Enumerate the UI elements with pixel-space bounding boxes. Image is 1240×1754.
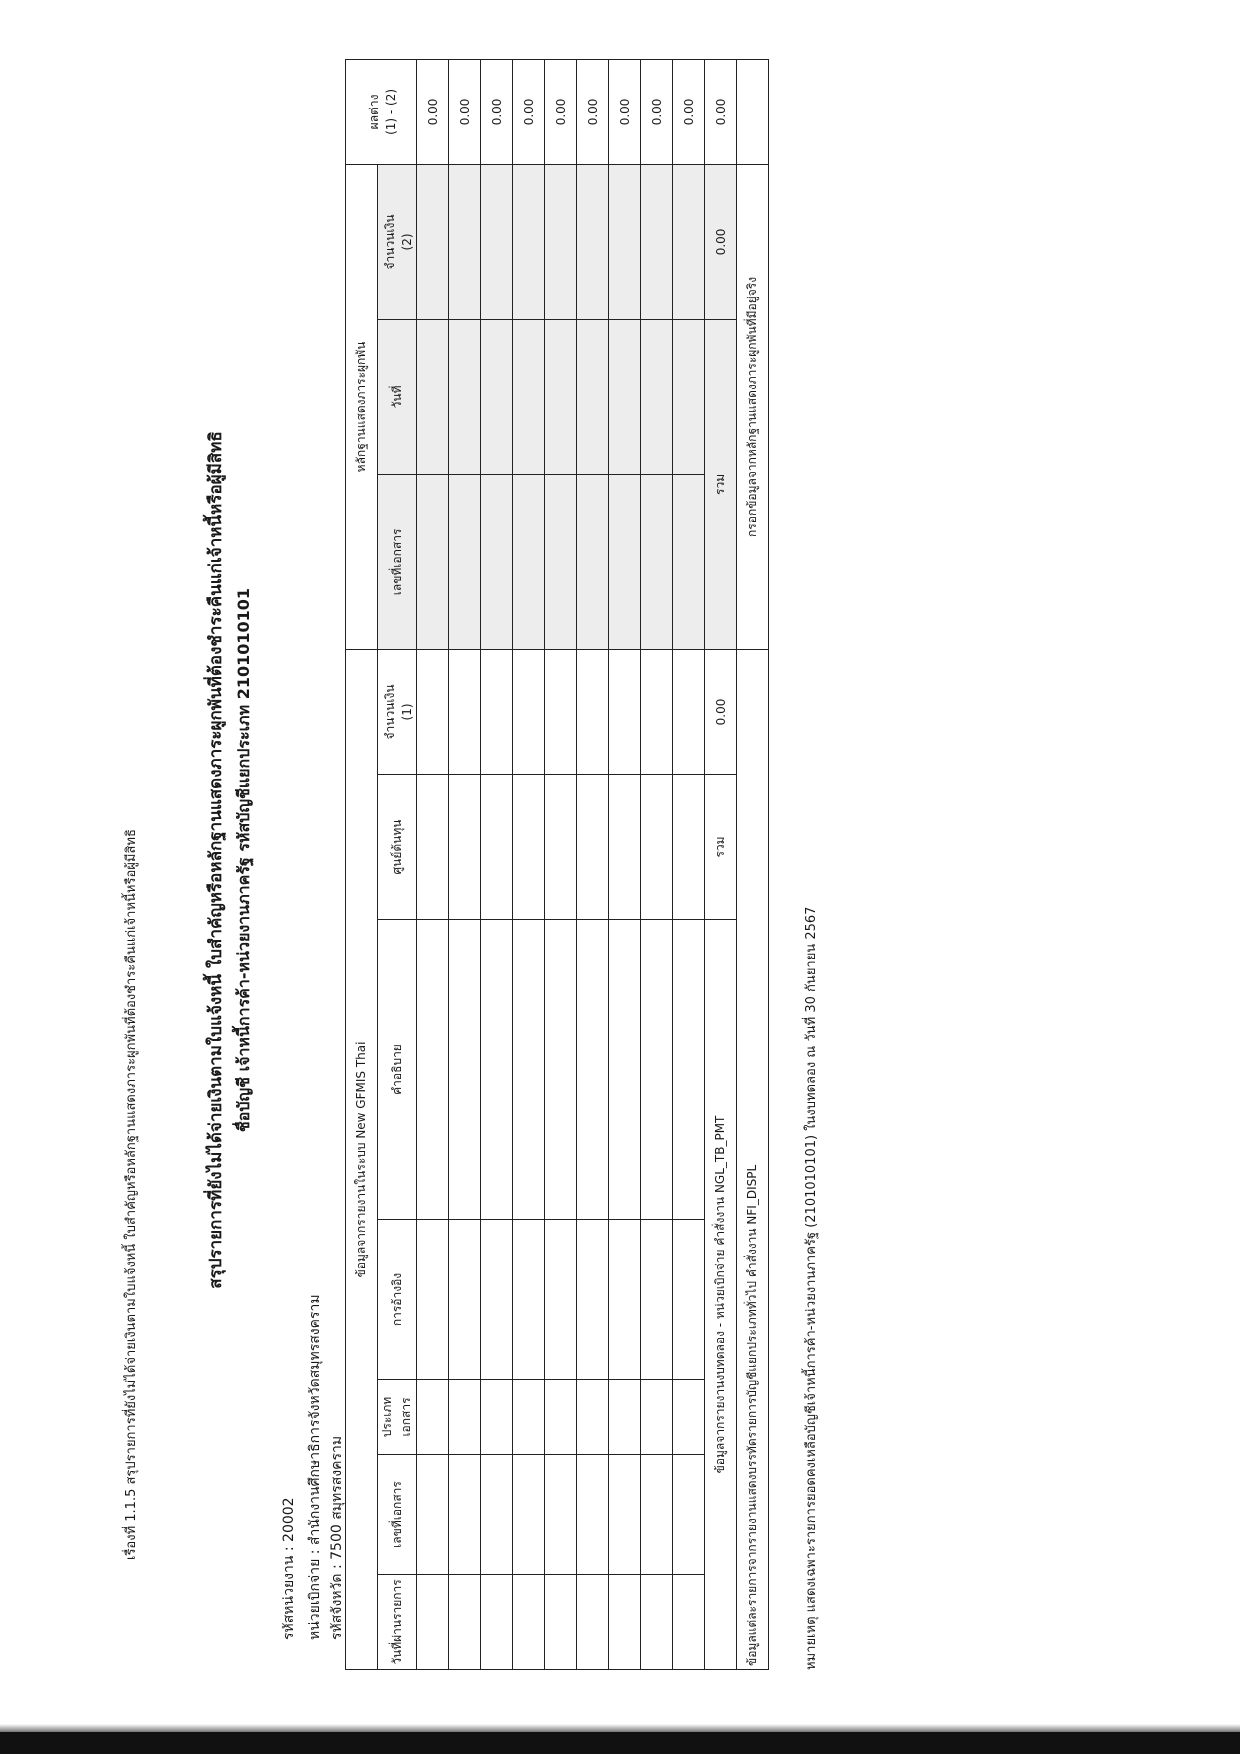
table-cell (545, 1455, 577, 1575)
table-cell (417, 164, 449, 319)
table-cell (577, 649, 609, 774)
disbursing-unit: หน่วยเบิกจ่าย : สำนักงานศึกษาธิการจังหวัดสมุทรสงคราม (307, 1294, 323, 1640)
table-cell (481, 1220, 513, 1380)
table-row (417, 59, 449, 1669)
table-cell (417, 319, 449, 474)
table-cell (577, 1455, 609, 1575)
table-cell (449, 474, 481, 649)
table-cell (513, 474, 545, 649)
group-header-evidence: หลักฐานแสดงภาระผูกพัน (346, 164, 378, 649)
table-cell (449, 649, 481, 774)
table-cell (641, 474, 673, 649)
table-cell (417, 1575, 449, 1670)
table-cell (513, 319, 545, 474)
source-line-2: ข้อมูลแต่ละรายการจากรายงานแสดงบรรทัดรายการบัญชีแยกประเภททั่วไป คำสั่งงาน NFI_DISPL (737, 649, 769, 1669)
table-cell (641, 319, 673, 474)
document-subtitle: ชื่อบัญชี เจ้าหนี้การค้า-หน่วยงานภาครัฐ รหัสบัญชีแยกประเภท 2101010101 (234, 587, 253, 1133)
table-cell (481, 1455, 513, 1575)
table-cell (545, 1575, 577, 1670)
document-title: สรุปรายการที่ยังไม่ได้จ่ายเงินตามใบแจ้งหนี้ ใบสำคัญหรือหลักฐานแสดงภาระผูกพันที่ต้องชำระคืนแก่เจ้าหนี้หรือผู้มีสิทธิ (206, 431, 226, 1289)
table-cell (609, 319, 641, 474)
table-cell (673, 775, 705, 920)
header-amount-1 (378, 649, 417, 774)
table-cell (577, 319, 609, 474)
table-cell (609, 649, 641, 774)
table-cell (417, 775, 449, 920)
table-cell (545, 319, 577, 474)
header-description: คำอธิบาย (378, 920, 417, 1220)
table-cell (673, 920, 705, 1220)
source-line-1: ข้อมูลจากรายงานงบทดลอง - หน่วยเบิกจ่าย คำสั่งงาน NGL_TB_PMT (705, 920, 737, 1670)
table-cell (449, 164, 481, 319)
table-row (577, 59, 609, 1669)
table-cell (449, 775, 481, 920)
header-doc-no: เลขที่เอกสาร (378, 1455, 417, 1575)
table-cell (577, 474, 609, 649)
table-cell (577, 1575, 609, 1670)
table-cell (481, 319, 513, 474)
reconciliation-table (345, 59, 769, 1670)
table-cell (513, 649, 545, 774)
total-right-label: รวม (705, 319, 737, 649)
footnote: หมายเหตุ แสดงเฉพาะรายการยอดคงเหลือบัญชีเจ้าหนี้การค้า-หน่วยงานภาครัฐ (2101010101) ในงบทดลอง ณ วันที่ 30 กันยายน 2567 (804, 906, 819, 1670)
table-cell (609, 164, 641, 319)
header-amount-2-no: (2) (399, 233, 414, 251)
header-diff (346, 59, 417, 164)
table-cell (449, 1455, 481, 1575)
row-diff-value: 0.00 (609, 59, 641, 164)
table-cell (641, 1455, 673, 1575)
table-row (673, 59, 705, 1669)
province-code: รหัสจังหวัด : 7500 สมุทรสงคราม (329, 1435, 345, 1640)
table-cell (513, 1220, 545, 1380)
table-cell (673, 1220, 705, 1380)
evidence-note: กรอกข้อมูลจากหลักฐานแสดงภาระผูกพันที่มีอยู่จริง (737, 164, 769, 649)
table-cell (417, 1455, 449, 1575)
total-left-label: รวม (705, 775, 737, 920)
table-cell (673, 649, 705, 774)
table-cell (641, 1220, 673, 1380)
header-amount-1-label: จำนวนเงิน (382, 684, 397, 740)
header-posting-date: วันที่ผ่านรายการ (378, 1575, 417, 1670)
table-cell (545, 649, 577, 774)
table-cell (609, 1455, 641, 1575)
row-diff-value: 0.00 (545, 59, 577, 164)
scan-border (0, 1732, 1240, 1754)
table-cell (513, 920, 545, 1220)
table-cell (481, 649, 513, 774)
header-amount-2 (378, 164, 417, 319)
subject-line: เรื่องที่ 1.1.5 สรุปรายการที่ยังไม่ได้จ่ายเงินตามใบแจ้งหนี้ ใบสำคัญหรือหลักฐานแสดงภาระผูกพันที่ต้องชำระคืนแก่เจ้าหนี้หรือผู้มีสิทธิ (124, 829, 139, 1560)
table-cell (417, 920, 449, 1220)
row-diff-value: 0.00 (641, 59, 673, 164)
row-diff-value: 0.00 (417, 59, 449, 164)
table-cell (513, 775, 545, 920)
header-evidence-doc-no: เลขที่เอกสาร (378, 474, 417, 649)
table-cell (577, 1380, 609, 1455)
table-cell (609, 920, 641, 1220)
table-cell (673, 1575, 705, 1670)
table-cell (673, 1380, 705, 1455)
table-cell (481, 920, 513, 1220)
table-cell (545, 920, 577, 1220)
table-cell (609, 1380, 641, 1455)
table-cell (641, 920, 673, 1220)
table-cell (449, 1380, 481, 1455)
table-cell (417, 649, 449, 774)
agency-code: รหัสหน่วยงาน : 20002 (281, 1497, 297, 1640)
table-cell (545, 474, 577, 649)
group-header-gfmis: ข้อมูลจากรายงานในระบบ New GFMIS Thai (346, 649, 378, 1669)
rotated-page (120, 40, 1200, 1680)
table-cell (449, 1575, 481, 1670)
table-cell (577, 920, 609, 1220)
table-cell (609, 775, 641, 920)
total-right-amount: 0.00 (705, 164, 737, 319)
table-cell (673, 474, 705, 649)
table-cell (577, 164, 609, 319)
table-cell (513, 164, 545, 319)
table-cell (673, 164, 705, 319)
table-cell (609, 474, 641, 649)
table-cell (641, 1380, 673, 1455)
header-doc-type: ประเภทเอกสาร (378, 1380, 417, 1455)
table-row (545, 59, 577, 1669)
table-cell (449, 319, 481, 474)
table-cell (417, 1380, 449, 1455)
row-diff-value: 0.00 (513, 59, 545, 164)
table-row (449, 59, 481, 1669)
table-row (481, 59, 513, 1669)
table-cell (641, 775, 673, 920)
table-cell (673, 1455, 705, 1575)
total-left-amount: 0.00 (705, 649, 737, 774)
table-cell (513, 1575, 545, 1670)
table-cell (641, 164, 673, 319)
row-diff-value: 0.00 (481, 59, 513, 164)
header-diff-formula: (1) - (2) (383, 88, 398, 135)
table-cell (545, 1220, 577, 1380)
row-diff-value: 0.00 (673, 59, 705, 164)
row-diff-value: 0.00 (449, 59, 481, 164)
header-amount-1-no: (1) (399, 703, 414, 721)
row-diff-value: 0.00 (577, 59, 609, 164)
table-cell (545, 775, 577, 920)
table-row (609, 59, 641, 1669)
table-row (513, 59, 545, 1669)
table-cell (481, 775, 513, 920)
table-cell (449, 1220, 481, 1380)
table-cell (513, 1455, 545, 1575)
table-cell (673, 319, 705, 474)
header-evidence-date: วันที่ (378, 319, 417, 474)
table-cell (641, 1575, 673, 1670)
table-cell (609, 1575, 641, 1670)
table-cell (417, 474, 449, 649)
table-cell (481, 1380, 513, 1455)
table-cell (417, 1220, 449, 1380)
table-cell (481, 164, 513, 319)
table-row (641, 59, 673, 1669)
table-cell (513, 1380, 545, 1455)
table-cell (577, 1220, 609, 1380)
table-cell (545, 1380, 577, 1455)
footer-blank (737, 59, 769, 164)
header-diff-label: ผลต่าง (366, 94, 381, 130)
table-cell (641, 649, 673, 774)
header-cost-center: ศูนย์ต้นทุน (378, 775, 417, 920)
total-diff: 0.00 (705, 59, 737, 164)
header-reference: การอ้างอิง (378, 1220, 417, 1380)
table-cell (577, 775, 609, 920)
table-cell (545, 164, 577, 319)
header-amount-2-label: จำนวนเงิน (382, 214, 397, 270)
table-cell (481, 474, 513, 649)
scan-edge (0, 1724, 1240, 1732)
table-cell (449, 920, 481, 1220)
table-cell (609, 1220, 641, 1380)
table-cell (481, 1575, 513, 1670)
